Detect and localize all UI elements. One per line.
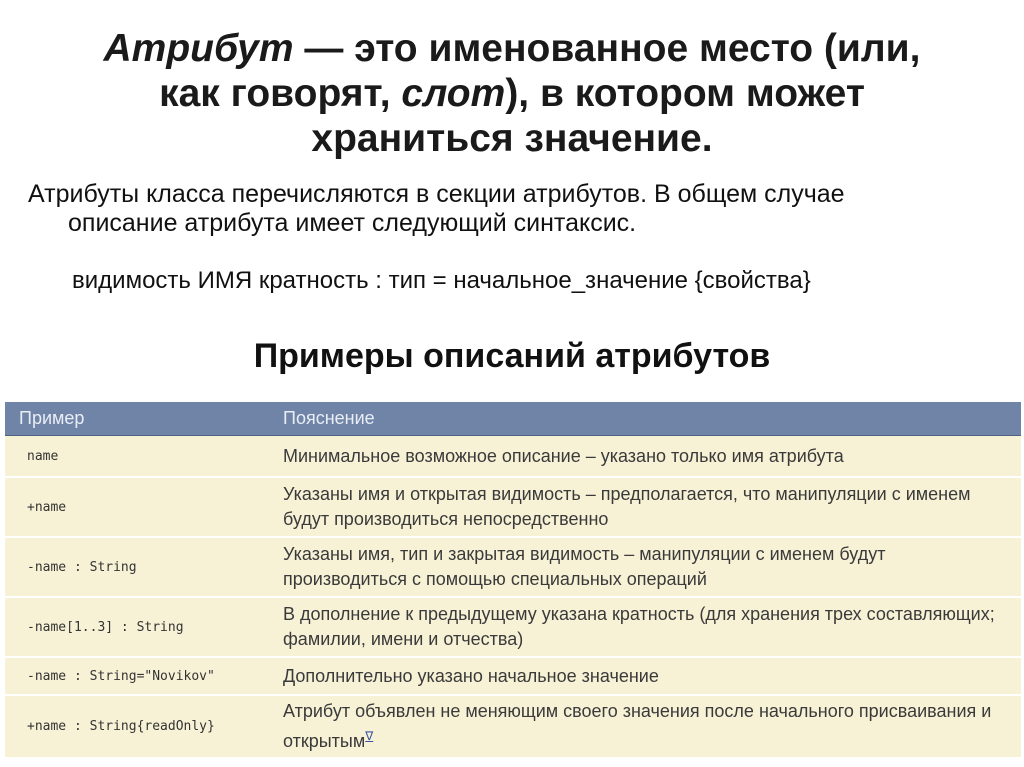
example-code: -name : String="Novikov"	[5, 657, 273, 695]
example-code: -name : String	[5, 537, 273, 597]
example-explanation	[273, 695, 1021, 758]
table-row	[5, 436, 1021, 478]
example-explanation: Указаны имя, тип и закрытая видимость – манипуляции с именем будут производиться с помощью специальных операций	[273, 537, 1021, 597]
paragraph-line-1: Атрибуты класса перечисляются в секции атрибутов. В общем случае	[28, 180, 845, 208]
definition-heading	[60, 26, 964, 161]
heading-line-2-post: ), в котором может	[505, 72, 865, 115]
heading-slot: слот	[401, 72, 506, 115]
heading-line-2-pre: как говорят,	[159, 72, 402, 115]
syntax-line: видимость ИМЯ кратность : тип = начальное_значение {свойства}	[72, 267, 811, 294]
example-code: +name : String{readOnly}	[5, 695, 273, 758]
table-row	[5, 695, 1021, 758]
examples-table	[5, 402, 1021, 759]
table-row	[5, 657, 1021, 695]
heading-line-3: храниться значение.	[311, 117, 713, 160]
heading-term: Атрибут	[103, 27, 294, 70]
example-explanation: Минимальное возможное описание – указано только имя атрибута	[273, 436, 1021, 478]
example-explanation: В дополнение к предыдущему указана кратность (для хранения трех составляющих; фамилии, имени и отчества)	[273, 597, 1021, 657]
paragraph-line-2: описание атрибута имеет следующий синтаксис.	[68, 209, 637, 237]
table-header-row	[5, 402, 1021, 436]
example-code: +name	[5, 477, 273, 537]
example-code: name	[5, 436, 273, 478]
table-row	[5, 477, 1021, 537]
header-explanation: Пояснение	[273, 402, 1021, 436]
triangle-marker-icon[interactable]: ∇	[365, 729, 374, 743]
examples-table-container	[5, 402, 1021, 751]
table-row	[5, 537, 1021, 597]
examples-title: Примеры описаний атрибутов	[253, 337, 771, 375]
description-paragraph	[28, 180, 1008, 238]
heading-line-1-rest: — это именованное место (или,	[293, 27, 921, 70]
table-row	[5, 597, 1021, 657]
header-example: Пример	[5, 402, 273, 436]
heading-line-2	[60, 71, 964, 116]
example-explanation: Указаны имя и открытая видимость – предполагается, что манипуляции с именем будут производиться непосредственно	[273, 477, 1021, 537]
example-explanation-text: Атрибут объявлен не меняющим своего значения после начального присваивания и открытым	[283, 701, 992, 751]
example-code: -name[1..3] : String	[5, 597, 273, 657]
heading-line-1	[60, 26, 964, 71]
example-explanation: Дополнительно указано начальное значение	[273, 657, 1021, 695]
